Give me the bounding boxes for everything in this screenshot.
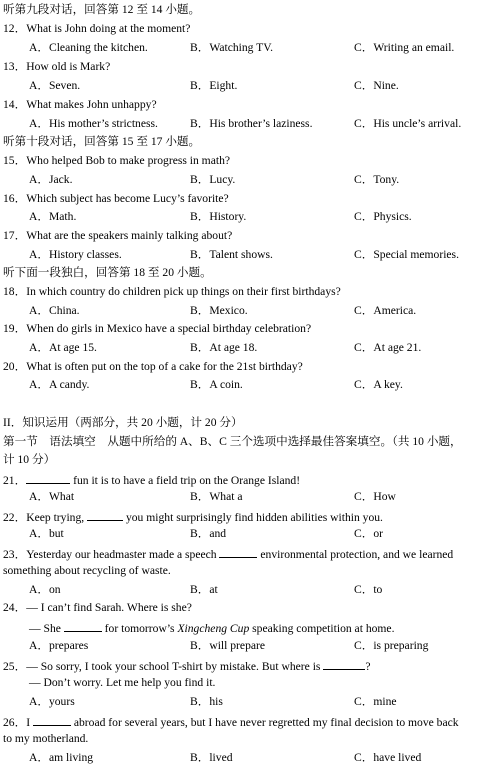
option-c: C．have lived: [354, 751, 422, 764]
question-number: 14．: [3, 98, 27, 111]
question-text-mid: for tomorrow’s: [101, 622, 178, 635]
question-text: What is John doing at the moment?: [26, 22, 191, 35]
question-20: [3, 360, 303, 374]
question-number: 13．: [3, 60, 27, 73]
question-21: [3, 472, 300, 488]
question-text: How old is Mark?: [26, 60, 111, 73]
option-b: B．History.: [190, 210, 247, 223]
option-a: A．Jack.: [29, 173, 73, 186]
question-text: fun it is to have a field trip on the Orange Island!: [70, 474, 301, 487]
question-number: 24．: [3, 601, 27, 614]
question-text: What are the speakers mainly talking about?: [26, 229, 233, 242]
question-23-cont: something about recycling of waste.: [3, 564, 171, 577]
question-23: [3, 546, 453, 562]
answer-blank: [87, 509, 123, 521]
question-26-cont: to my motherland.: [3, 732, 89, 745]
option-b: B．At age 18.: [190, 341, 258, 354]
option-c: C．How: [354, 490, 396, 503]
option-c: C．to: [354, 583, 383, 596]
question-text-post: environmental protection, and we learned: [257, 548, 454, 561]
option-a: A．but: [29, 527, 64, 540]
option-b: B．Talent shows.: [190, 248, 273, 261]
option-c: C．is preparing: [354, 639, 429, 652]
question-text-post: abroad for several years, but I have never regretted my final decision to move back: [70, 716, 459, 729]
option-b: B．Lucy.: [190, 173, 236, 186]
option-b: B．What a: [190, 490, 243, 503]
question-number: 20．: [3, 360, 27, 373]
question-22: [3, 509, 383, 525]
option-a: A．What: [29, 490, 75, 503]
question-13: [3, 60, 110, 74]
question-25: [3, 658, 370, 674]
answer-blank: [26, 472, 70, 484]
option-b: B．Eight.: [190, 79, 238, 92]
option-b: B．will prepare: [190, 639, 266, 652]
question-15: [3, 154, 230, 168]
option-a: A．At age 15.: [29, 341, 97, 354]
option-c: C．A key.: [354, 378, 403, 391]
question-18: [3, 285, 341, 299]
question-number: 23．: [3, 548, 27, 561]
question-number: 18．: [3, 285, 27, 298]
section-heading-11: 听下面一段独白，回答第 18 至 20 小题。: [3, 266, 212, 279]
question-16: [3, 192, 229, 206]
option-c: C．Writing an email.: [354, 41, 455, 54]
option-a: A．yours: [29, 695, 75, 708]
option-a: A．His mother’s strictness.: [29, 117, 158, 130]
option-c: C．America.: [354, 304, 417, 317]
question-number: 26．: [3, 716, 27, 729]
section-instruction-cont: 计 10 分）: [3, 453, 56, 466]
question-text-pre: — So sorry, I took your school T-shirt by mistake. But where is: [26, 660, 324, 673]
answer-blank: [219, 546, 257, 558]
section-heading-10: 听第十段对话，回答第 15 至 17 小题。: [3, 135, 201, 148]
question-number: 22．: [3, 511, 27, 524]
question-text-pre: Keep trying,: [26, 511, 88, 524]
question-number: 19．: [3, 322, 27, 335]
option-a: A．A candy.: [29, 378, 90, 391]
option-b: B．Mexico.: [190, 304, 248, 317]
question-number: 15．: [3, 154, 27, 167]
question-number: 12．: [3, 22, 27, 35]
question-number: 21．: [3, 474, 27, 487]
question-text: Who helped Bob to make progress in math?: [26, 154, 231, 167]
question-number: 25．: [3, 660, 27, 673]
question-25-cont: — Don’t worry. Let me help you find it.: [29, 676, 216, 689]
option-b: B．his: [190, 695, 223, 708]
question-26: [3, 714, 459, 730]
question-text-pre: I: [26, 716, 33, 729]
question-text-post: speaking competition at home.: [249, 622, 395, 635]
option-b: B．Watching TV.: [190, 41, 274, 54]
question-text: — I can’t find Sarah. Where is she?: [26, 601, 192, 614]
option-a: A．prepares: [29, 639, 89, 652]
option-c: C．Physics.: [354, 210, 412, 223]
option-c: C．His uncle’s arrival.: [354, 117, 462, 130]
question-12: [3, 22, 190, 36]
option-a: A．am living: [29, 751, 94, 764]
part-heading: II．知识运用（两部分，共 20 小题，计 20 分）: [3, 416, 243, 429]
option-b: B．A coin.: [190, 378, 243, 391]
question-text-post: ?: [365, 660, 371, 673]
option-b: B．at: [190, 583, 218, 596]
competition-name: Xingcheng Cup: [177, 622, 250, 635]
question-text: What is often put on the top of a cake for the 21st birthday?: [26, 360, 303, 373]
option-a: A．History classes.: [29, 248, 122, 261]
answer-blank: [33, 714, 71, 726]
option-b: B．His brother’s laziness.: [190, 117, 313, 130]
question-text: When do girls in Mexico have a special birthday celebration?: [26, 322, 312, 335]
answer-blank: [64, 620, 102, 632]
option-a: A．Math.: [29, 210, 77, 223]
question-text: Which subject has become Lucy’s favorite?: [26, 192, 229, 205]
question-24-cont: [29, 620, 394, 636]
question-text-post: you might surprisingly find hidden abilities within you.: [123, 511, 383, 524]
option-a: A．on: [29, 583, 61, 596]
option-a: A．Seven.: [29, 79, 81, 92]
question-17: [3, 229, 232, 243]
answer-blank: [323, 658, 365, 670]
option-b: B．lived: [190, 751, 233, 764]
option-a: A．China.: [29, 304, 80, 317]
question-text-pre: Yesterday our headmaster made a speech: [26, 548, 220, 561]
question-14: [3, 98, 157, 112]
option-b: B．and: [190, 527, 227, 540]
question-text: In which country do children pick up things on their first birthdays?: [26, 285, 341, 298]
section-instruction: 第一节 语法填空 从题中所给的 A、B、C 三个选项中选择最佳答案填空。（共 10 小题，: [3, 435, 462, 448]
option-c: C．Special memories.: [354, 248, 459, 261]
question-text-pre: — She: [29, 622, 64, 635]
option-c: C．Tony.: [354, 173, 400, 186]
question-number: 17．: [3, 229, 27, 242]
section-heading-9: 听第九段对话，回答第 12 至 14 小题。: [3, 3, 201, 16]
option-c: C．or: [354, 527, 383, 540]
question-number: 16．: [3, 192, 27, 205]
question-19: [3, 322, 311, 336]
option-c: C．Nine.: [354, 79, 399, 92]
question-text: What makes John unhappy?: [26, 98, 157, 111]
option-a: A．Cleaning the kitchen.: [29, 41, 148, 54]
question-24: [3, 601, 192, 615]
option-c: C．mine: [354, 695, 397, 708]
option-c: C．At age 21.: [354, 341, 422, 354]
